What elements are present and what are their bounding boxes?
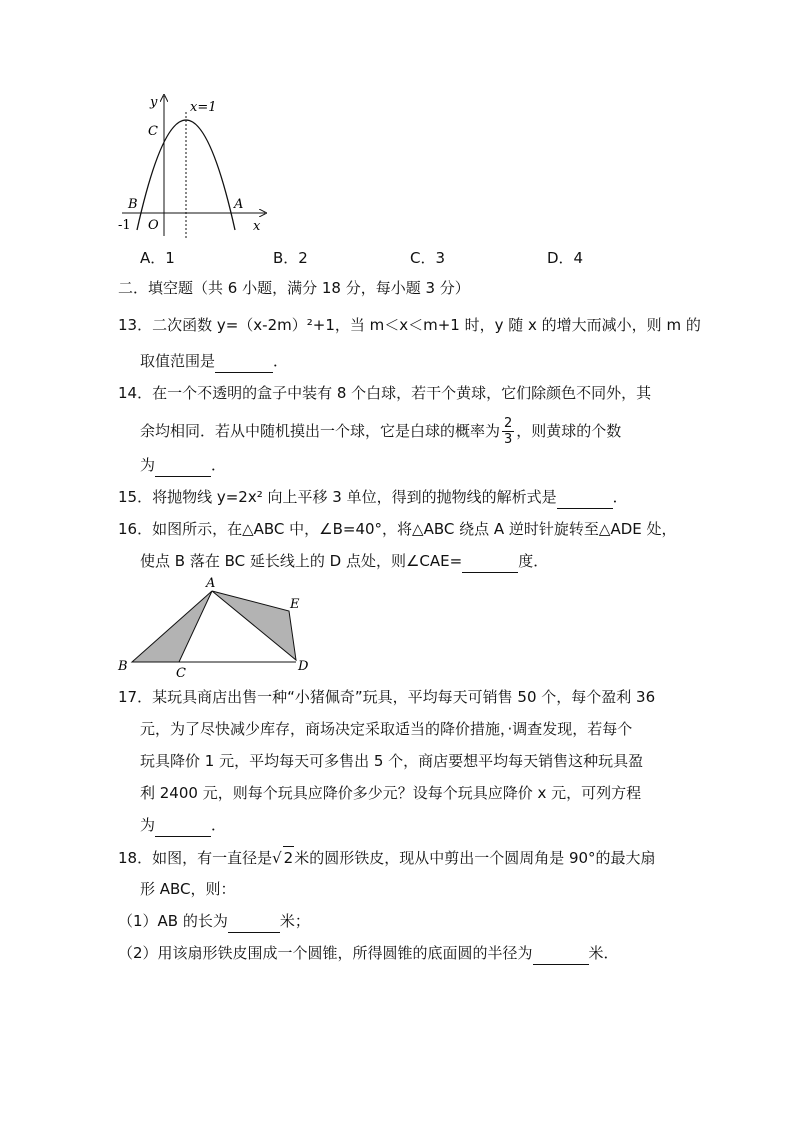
question-16-line2	[140, 550, 548, 573]
option-c[interactable]: C．3	[410, 249, 446, 267]
q18-text: 18．如图，有一直径是	[118, 849, 273, 867]
triangle-ade	[212, 591, 296, 660]
sqrt-symbol: √	[272, 849, 282, 867]
q14-text-end: ，则黄球的个数	[516, 422, 622, 440]
x-label: x	[253, 219, 261, 234]
q18-sub1-end: 米；	[279, 912, 310, 930]
point-c-label: C	[148, 124, 158, 139]
q18-sub2-end: 米．	[588, 944, 619, 962]
q16-end: 度．	[518, 552, 549, 570]
q16-text: 使点 B 落在 BC 延长线上的 D 点处，则∠CAE=	[140, 552, 463, 570]
question-17-line2: 元，为了尽快减少库存，商场决定采取适当的降价措施，·调查发现，若每个	[140, 720, 633, 738]
question-13-line1: 13．二次函数 y=（x-2m）²+1，当 m＜x＜m+1 时，y 随 x 的增大而减小，则 m 的	[118, 316, 701, 334]
q18-sub2-text: （2）用该扇形铁皮围成一个圆锥，所得圆锥的底面圆的半径为	[118, 944, 533, 962]
q17-answer-blank[interactable]	[155, 814, 211, 837]
question-17-line5	[140, 814, 226, 837]
parabola-figure	[112, 90, 272, 240]
section-title: 二．填空题（共 6 小题，满分 18 分，每小题 3 分）	[118, 279, 470, 297]
q15-text: 15．将抛物线 y=2x² 向上平移 3 单位，得到的抛物线的解析式是	[118, 488, 557, 506]
question-15	[118, 486, 628, 509]
symmetry-label: x=1	[190, 100, 217, 115]
q13-end: ．	[273, 352, 289, 370]
sqrt-radicand: 2	[283, 846, 295, 869]
question-16-line1: 16．如图所示，在△ABC 中，∠B=40°，将△ABC 绕点 A 逆时针旋转至△ADE 处，	[118, 520, 677, 538]
q17-word: 为	[140, 816, 156, 834]
point-a-label: A	[234, 197, 244, 212]
q14-answer-blank[interactable]	[155, 454, 211, 477]
minus-one-label: -1	[118, 218, 131, 233]
option-a[interactable]: A．1	[140, 249, 175, 267]
q18-sub1-text: （1）AB 的长为	[118, 912, 228, 930]
triangle-figure	[112, 574, 322, 680]
label-e: E	[290, 597, 300, 612]
option-d[interactable]: D．4	[547, 249, 584, 267]
origin-label: O	[148, 218, 159, 233]
q15-end: ．	[612, 488, 628, 506]
y-label: y	[150, 95, 158, 110]
question-18-line1	[118, 846, 656, 869]
q14-end: ．	[211, 456, 227, 474]
label-d: D	[298, 659, 309, 674]
question-14-line2	[140, 414, 621, 448]
fraction-denominator: 3	[504, 432, 513, 447]
q18-text-end: 米的圆形铁皮，现从中剪出一个圆周角是 90°的最大扇	[294, 849, 656, 867]
q15-answer-blank[interactable]	[557, 486, 613, 509]
question-17-line1: 17．某玩具商店出售一种“小猪佩奇”玩具，平均每天可销售 50 个，每个盈利 36	[118, 688, 656, 706]
question-18-line2: 形 ABC，则：	[140, 880, 236, 898]
q18-sub2-answer-blank[interactable]	[533, 942, 589, 965]
triangle-abc	[132, 591, 212, 662]
label-c: C	[176, 666, 186, 680]
fraction-numerator: 2	[504, 416, 513, 431]
question-13-line2	[140, 350, 288, 373]
point-b-label: B	[128, 197, 138, 212]
question-18-sub2	[118, 942, 619, 965]
option-b[interactable]: B．2	[273, 249, 308, 267]
question-17-line4: 利 2400 元，则每个玩具应降价多少元？设每个玩具应降价 x 元，可列方程	[140, 784, 642, 802]
question-17-line3: 玩具降价 1 元，平均每天可多售出 5 个，商店要想平均每天销售这种玩具盈	[140, 752, 644, 770]
question-14-line3	[140, 454, 226, 477]
q18-sub1-answer-blank[interactable]	[228, 910, 280, 933]
label-b: B	[118, 659, 128, 674]
q17-end: ．	[211, 816, 227, 834]
q13-answer-blank[interactable]	[215, 350, 273, 373]
q13-text: 取值范围是	[140, 352, 216, 370]
q14-text: 余均相同．若从中随机摸出一个球，它是白球的概率为	[140, 422, 501, 440]
question-18-sub1	[118, 910, 310, 933]
q16-answer-blank[interactable]	[462, 550, 518, 573]
fraction	[502, 416, 514, 447]
label-a: A	[206, 576, 216, 591]
question-14-line1: 14．在一个不透明的盒子中装有 8 个白球，若干个黄球，它们除颜色不同外，其	[118, 384, 652, 402]
q14-word: 为	[140, 456, 156, 474]
